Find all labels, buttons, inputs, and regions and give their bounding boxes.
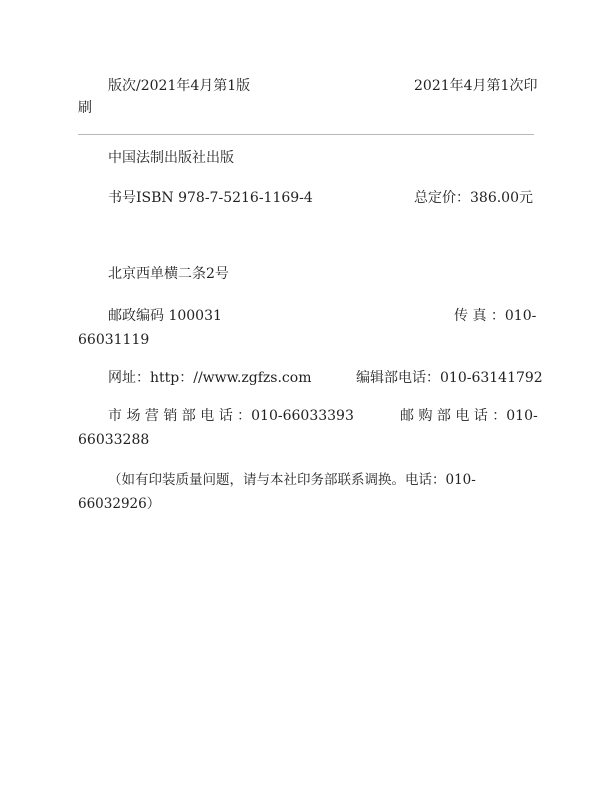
- mail-order-phone-continued: 66033288: [78, 432, 150, 448]
- printing-date-continued: 刷: [78, 100, 92, 116]
- marketing-phone: 市 场 营 销 部 电 话 ：010-66033393: [108, 408, 354, 424]
- address-line: 北京西单横二条2号: [108, 266, 229, 282]
- publisher-line: 中国法制出版社出版: [108, 150, 234, 166]
- quality-notice: （如有印装质量问题，请与本社印务部联系调换。电话：010-: [108, 472, 476, 488]
- postal-code: 邮政编码 100031: [108, 308, 222, 324]
- fax-number-continued: 66031119: [78, 332, 150, 348]
- divider: [78, 134, 534, 135]
- website-line: 网址：http：//www.zgfzs.com: [108, 370, 312, 386]
- fax-number: 传 真 ：010-: [454, 308, 537, 324]
- quality-notice-continued: 66032926）: [78, 496, 161, 512]
- isbn-line: 书号ISBN 978-7-5216-1169-4: [108, 190, 313, 206]
- total-price: 总定价：386.00元: [414, 190, 533, 206]
- editorial-phone: 编辑部电话：010-63141792: [356, 370, 543, 386]
- mail-order-phone: 邮 购 部 电 话 ：010-: [400, 408, 538, 424]
- edition-version: 版次/2021年4月第1版: [108, 78, 251, 94]
- printing-date: 2021年4月第1次印: [414, 78, 538, 94]
